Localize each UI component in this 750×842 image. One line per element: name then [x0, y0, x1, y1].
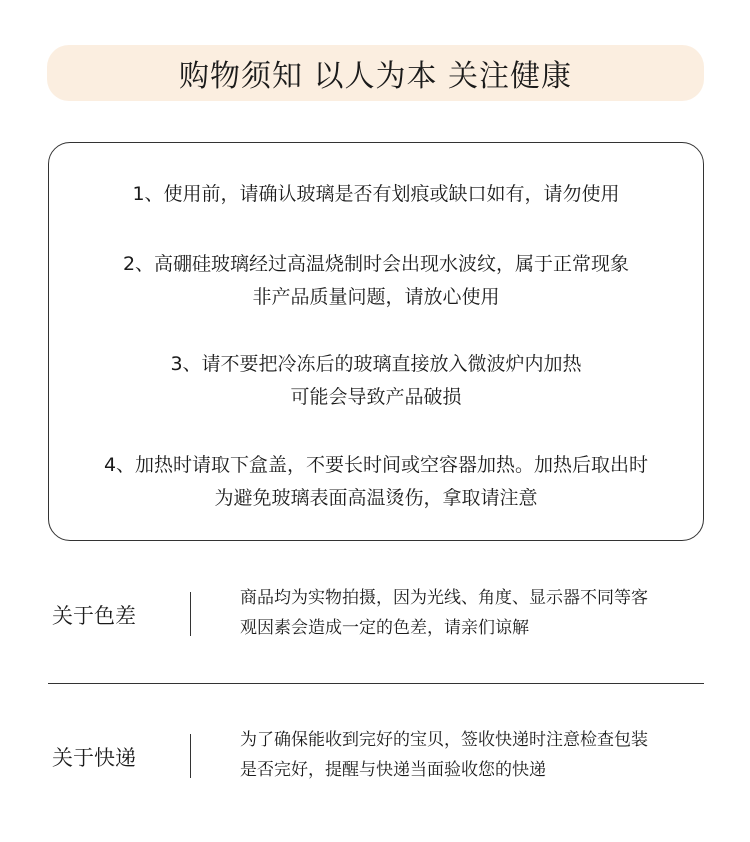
color-diff-line: 观因素会造成一定的色差，请亲们谅解 [240, 618, 529, 638]
notice-line: 1、使用前，请确认玻璃是否有划痕或缺口如有，请勿使用 [132, 183, 620, 205]
notice-line: 4、加热时请取下盒盖，不要长时间或空容器加热。加热后取出时 [103, 454, 649, 476]
delivery-text [240, 725, 710, 785]
notice-line: 非产品质量问题，请放心使用 [252, 286, 500, 308]
color-diff-line: 商品均为实物拍摄，因为光线、角度、显示器不同等客 [240, 588, 648, 608]
delivery-section [48, 722, 704, 792]
notice-line: 为避免玻璃表面高温烫伤，拿取请注意 [214, 487, 538, 509]
notice-line: 3、请不要把冷冻后的玻璃直接放入微波炉内加热 [170, 353, 582, 375]
notice-box [48, 142, 704, 541]
notice-item-1 [49, 178, 703, 211]
delivery-label: 关于快递 [52, 746, 136, 770]
page-title: 购物须知 以人为本 关注健康 [178, 59, 573, 94]
notice-item-2 [49, 248, 703, 314]
notice-item-4 [49, 449, 703, 515]
section-divider [48, 683, 704, 684]
delivery-line: 是否完好，提醒与快递当面验收您的快递 [240, 760, 546, 780]
color-diff-section [48, 580, 704, 650]
notice-line: 2、高硼硅玻璃经过高温烧制时会出现水波纹，属于正常现象 [122, 253, 630, 275]
delivery-line: 为了确保能收到完好的宝贝，签收快递时注意检查包装 [240, 730, 648, 750]
delivery-divider [190, 734, 191, 778]
title-banner [47, 45, 704, 101]
color-diff-label: 关于色差 [52, 604, 136, 628]
notice-item-3 [49, 348, 703, 414]
color-diff-divider [190, 592, 191, 636]
notice-line: 可能会导致产品破损 [290, 386, 462, 408]
color-diff-text [240, 583, 710, 643]
